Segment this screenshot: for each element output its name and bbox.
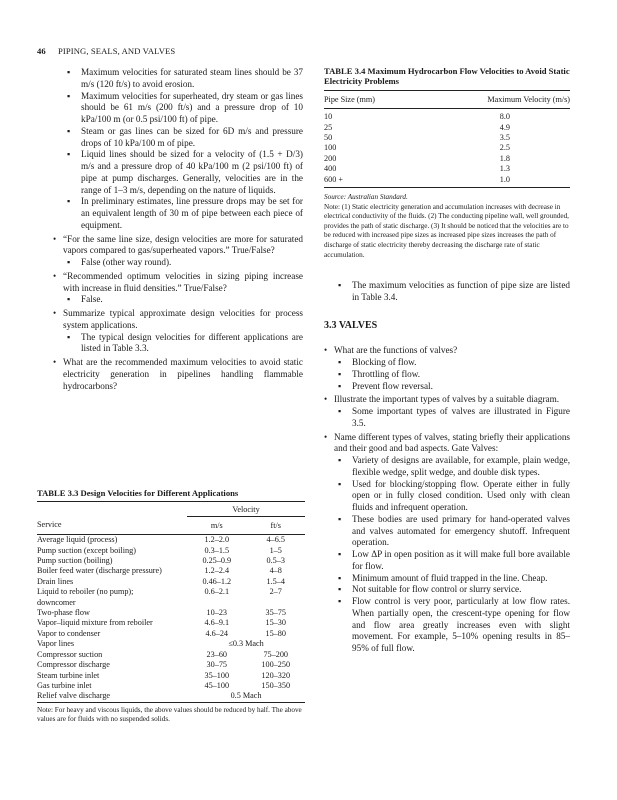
list-item: • “Recommended optimum velocities in sizing piping increase with increase in fluid densities.” True/False?: [53, 271, 303, 295]
service-cell: Average liquid (process): [37, 535, 187, 546]
table-row: [37, 566, 305, 576]
value-cell: 15–30: [265, 618, 286, 628]
service-cell: Pump suction (except boiling): [37, 545, 136, 555]
service-cell: downcomer: [37, 597, 76, 607]
table-row: [37, 618, 305, 628]
page-header: [37, 46, 175, 56]
col-ms: m/s: [210, 520, 223, 530]
table-row: [37, 577, 305, 587]
pipe-size-cell: 10: [324, 112, 333, 122]
list-item: ▪ Prevent flow reversal.: [338, 381, 570, 393]
service-cell: Two-phase flow: [37, 608, 90, 618]
list-item: ▪ These bodies are used primary for hand-operated valves and valves automated for emergency shutoff. Infrequent operation.: [338, 514, 570, 549]
list-item: ▪ Used for blocking/stopping flow. Operate either in fully open or in fully closed condition. Used only with clean fluids and infrequent operation.: [338, 479, 570, 514]
value-cell: 150–350: [261, 680, 291, 690]
list-item: ▪ Some important types of valves are illustrated in Figure 3.5.: [338, 406, 570, 430]
table-3-4-note: Note: (1) Static electricity generation and accumulation increases with decrease in electrical conductivity of the fluids. (2) The conducting pipeline wall, well grounded, provides the path of static discharge. (3) It should be noticed that the velocities are to be reduced with increased pipe sizes as increased pipe sizes increases the path of discharge of static electricity thereby decreasing the discharge rate of static accumulation.: [324, 202, 569, 259]
service-cell: Compressor suction: [37, 649, 103, 659]
list-item: ▪ Liquid lines should be sized for a velocity of (1.5 + D/3) m/s and a pressure drop of 40 kPa/100 m (2 psi/100 ft) of pipe at pump discharges. Generally, velocities are in the range of 1–3 m/s, depending on the nature of liquids.: [67, 149, 303, 196]
table-3-4-body: [324, 109, 570, 185]
pipe-size-cell: 400: [324, 164, 337, 174]
value-cell: 0.25–0.9: [202, 556, 232, 566]
table-row: [37, 671, 305, 681]
value-cell: 4.6–24: [205, 628, 229, 638]
right-bullet-list: [324, 345, 570, 655]
service-cell: Vapor lines: [37, 639, 75, 649]
service-cell: Steam turbine inlet: [37, 670, 100, 680]
value-cell: 4–8: [269, 566, 282, 576]
list-item: ▪ Maximum velocities for saturated steam lines should be 37 m/s (120 ft/s) to avoid erosion.: [67, 67, 303, 91]
list-item: ▪ Not suitable for flow control or slurry service.: [338, 584, 570, 596]
list-item: ▪ The maximum velocities as function of pipe size are listed in Table 3.4.: [338, 280, 570, 304]
service-cell: Gas turbine inlet: [37, 680, 92, 690]
service-cell: Drain lines: [37, 576, 74, 586]
service-cell: Liquid to reboiler (no pump);: [37, 587, 134, 597]
table-row: [324, 109, 570, 123]
col-pipe-size: Pipe Size (mm): [324, 91, 418, 109]
service-cell: Vapor to condenser: [37, 628, 101, 638]
velocity-cell: 1.3: [499, 164, 510, 174]
value-cell: 23–60: [206, 649, 227, 659]
col-max-velocity: Maximum Velocity (m/s): [418, 91, 570, 109]
list-item: • Illustrate the important types of valves by a suitable diagram.: [324, 394, 570, 406]
value-cell: 0.6–2.1: [204, 587, 230, 597]
running-title: PIPING, SEALS, AND VALVES: [58, 46, 176, 56]
table-3-4: [324, 66, 570, 655]
value-cell: [187, 598, 246, 608]
value-cell: 10–23: [206, 608, 227, 618]
table-3-3-note: Note: For heavy and viscous liquids, the above values should be reduced by half. The above values are for fluids with no suspended solids.: [37, 705, 302, 724]
value-cell: 0.5 Mach: [230, 691, 262, 701]
list-item: ▪ Low ΔP in open position as it will make full bore available for flow.: [338, 549, 570, 573]
table-row: [324, 154, 570, 164]
table-row: [37, 556, 305, 566]
table-row: [37, 691, 305, 702]
table-row: [324, 164, 570, 174]
pipe-size-cell: 25: [324, 122, 333, 132]
table-row: [37, 587, 305, 597]
list-item: ▪ Variety of designs are available, for example, plain wedge, flexible wedge, split wedge, and double disk types.: [338, 455, 570, 479]
table-3-4-title: TABLE 3.4 Maximum Hydrocarbon Flow Velocities to Avoid Static Electricity Problems: [324, 66, 570, 91]
pipe-size-cell: 100: [324, 143, 337, 153]
pipe-size-cell: 50: [324, 133, 333, 143]
section-title: 3.3 VALVES: [324, 319, 378, 331]
pipe-size-cell: 600 +: [324, 174, 343, 184]
value-cell: [246, 598, 305, 608]
value-cell: 4.6–9.1: [204, 618, 230, 628]
table-row: [37, 629, 305, 639]
table-row: [324, 175, 570, 185]
value-cell: 1–5: [269, 545, 282, 555]
list-item: ▪ Minimum amount of fluid trapped in the line. Cheap.: [338, 573, 570, 585]
value-cell: 2–7: [269, 587, 282, 597]
left-bullet-list: [53, 67, 303, 392]
list-item: • What are the recommended maximum velocities to avoid static electricity generation in pipelines handling flammable hydrocarbons?: [53, 357, 303, 392]
velocity-cell: 8.0: [499, 112, 510, 122]
list-item: ▪ Maximum velocities for superheated, dry steam or gas lines should be 61 m/s (200 ft/s) and a pressure drop of 10 kPa/100 m (or 0.5 psi/100 ft) of pipe.: [67, 91, 303, 126]
table-row: [37, 535, 305, 546]
table-row: [324, 123, 570, 133]
value-cell: 75–200: [263, 649, 288, 659]
table-row: [37, 660, 305, 670]
table-row: [37, 608, 305, 618]
table-3-3-title: TABLE 3.3 Design Velocities for Different Applications: [37, 488, 305, 502]
pipe-size-cell: 200: [324, 153, 337, 163]
value-cell: ≤0.3 Mach: [228, 639, 264, 649]
list-item: ▪ False (other way round).: [67, 257, 303, 269]
value-cell: 0.3–1.5: [204, 545, 230, 555]
table-row: [37, 598, 305, 608]
value-cell: 15–80: [265, 628, 286, 638]
list-item: ▪ The typical design velocities for different applications are listed in Table 3.3.: [67, 332, 303, 356]
value-cell: 1.5–4: [266, 576, 285, 586]
value-cell: 0.46–1.2: [202, 576, 232, 586]
value-cell: 100–250: [261, 660, 291, 670]
table-3-4-source: Source: Australian Standard.: [324, 193, 408, 202]
service-cell: Compressor discharge: [37, 660, 110, 670]
table-row: [37, 650, 305, 660]
left-column: [53, 67, 303, 392]
list-item: ▪ Steam or gas lines can be sized for 6D m/s and pressure drops of 10 kPa/100 m of pipe.: [67, 126, 303, 150]
list-item: ▪ Blocking of flow.: [338, 357, 570, 369]
velocity-cell: 1.8: [499, 153, 510, 163]
list-item: • Name different types of valves, stating briefly their applications and their good and bad aspects. Gate Valves:: [324, 432, 570, 456]
velocity-cell: 3.5: [499, 133, 510, 143]
value-cell: 35–100: [204, 670, 230, 680]
service-cell: Pump suction (boiling): [37, 556, 113, 566]
table-row: [37, 639, 305, 649]
service-cell: Relief valve discharge: [37, 691, 111, 701]
value-cell: 30–75: [206, 660, 227, 670]
service-cell: Boiler feed water (discharge pressure): [37, 566, 162, 576]
table-row: [37, 681, 305, 691]
velocity-cell: 2.5: [499, 143, 510, 153]
table-row: [324, 133, 570, 143]
list-item: ▪ False.: [67, 294, 303, 306]
value-cell: 45–100: [204, 680, 230, 690]
value-cell: 1.2–2.4: [204, 566, 230, 576]
col-fts: ft/s: [270, 520, 281, 530]
velocity-cell: 4.9: [499, 122, 510, 132]
col-service: Service: [37, 520, 62, 530]
value-cell: 4–6.5: [246, 535, 305, 546]
value-cell: 120–320: [261, 670, 291, 680]
velocity-group-header: Velocity: [187, 502, 305, 516]
table-row: [37, 546, 305, 556]
list-item: • Summarize typical approximate design velocities for process system applications.: [53, 308, 303, 332]
value-cell: 1.2–2.0: [187, 535, 246, 546]
list-item: ▪ In preliminary estimates, line pressure drops may be set for an equivalent length of 30 m of pipe between each piece of equipment.: [67, 196, 303, 231]
list-item: ▪ Flow control is very poor, particularly at low flow rates. When partially open, the crescent-type opening for flow and flow area greatly increases even with slight movement. For example, 5–10% opening results in 85–95% of full flow.: [338, 596, 570, 655]
value-cell: 35–75: [265, 608, 286, 618]
list-item: ▪ Throttling of flow.: [338, 369, 570, 381]
page-number: 46: [37, 46, 46, 56]
table-3-3-body: [37, 535, 305, 703]
table-3-3: [37, 488, 305, 725]
list-item: • What are the functions of valves?: [324, 345, 570, 357]
table-row: [324, 143, 570, 153]
service-cell: Vapor–liquid mixture from reboiler: [37, 618, 153, 628]
value-cell: 0.5–3: [266, 556, 285, 566]
list-item: • “For the same line size, design velocities are more for saturated vapors compared to gas/superheated vapors.” True/False?: [53, 234, 303, 258]
velocity-cell: 1.0: [499, 174, 510, 184]
